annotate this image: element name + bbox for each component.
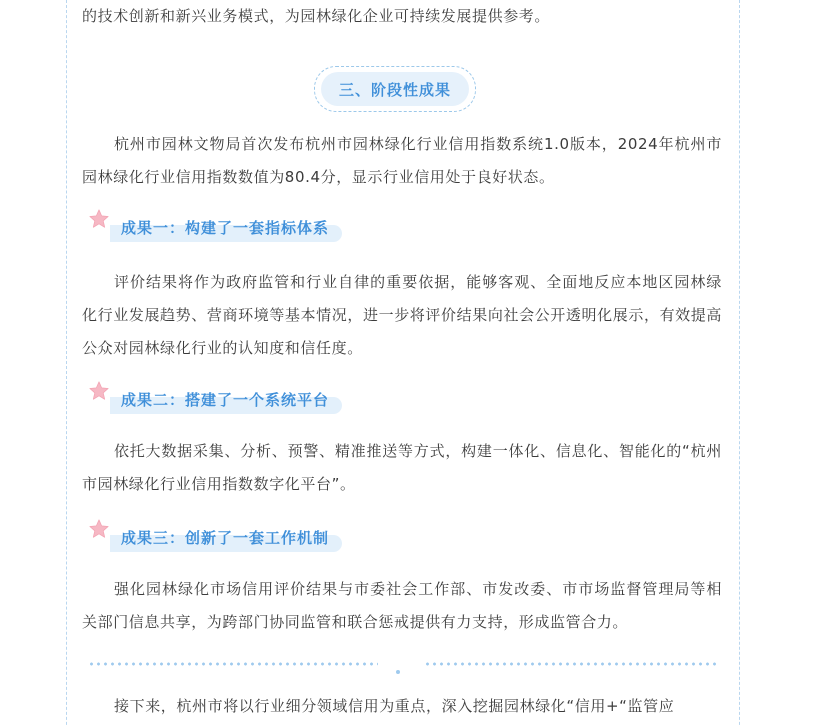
achievement-body-2: 依托大数据采集、分析、预警、精准推送等方式，构建一体化、信息化、智能化的“杭州市园林绿化行业信用指数数字化平台”。 (82, 442, 722, 493)
star-icon (88, 518, 110, 540)
achievement-title: 成果一：构建了一套指标体系 (121, 219, 330, 237)
section-heading (314, 66, 476, 112)
divider-dots-left (88, 662, 378, 666)
dotted-divider (88, 658, 720, 672)
next-steps-paragraph: 接下来，杭州市将以行业细分领域信用为重点，深入挖掘园林绿化“信用+“监管应 (114, 697, 675, 715)
divider-dots-right (424, 662, 720, 666)
star-icon (88, 380, 110, 402)
star-icon (88, 208, 110, 230)
achievement-title: 成果二：搭建了一个系统平台 (121, 391, 330, 409)
achievement-body-3: 强化园林绿化市场信用评价结果与市委社会工作部、市发改委、市市场监督管理局等相关部门信息共享，为跨部门协同监管和联合惩戒提供有力支持，形成监管合力。 (82, 580, 722, 631)
achievement-title: 成果三：创新了一套工作机制 (121, 529, 330, 547)
summary-paragraph: 杭州市园林文物局首次发布杭州市园林绿化行业信用指数系统1.0版本，2024年杭州市园林绿化行业信用指数数值为80.4分，显示行业信用处于良好状态。 (82, 135, 722, 186)
section-title: 三、阶段性成果 (321, 72, 469, 106)
achievement-body-1: 评价结果将作为政府监管和行业自律的重要依据，能够客观、全面地反应本地区园林绿化行业发展趋势、营商环境等基本情况，进一步将评价结果向社会公开透明化展示，有效提高公众对园林绿化行业的认知度和信任度。 (82, 273, 722, 357)
intro-tail-paragraph: 的技术创新和新兴业务模式，为园林绿化企业可持续发展提供参考。 (82, 7, 551, 25)
divider-center-dot (396, 670, 400, 674)
